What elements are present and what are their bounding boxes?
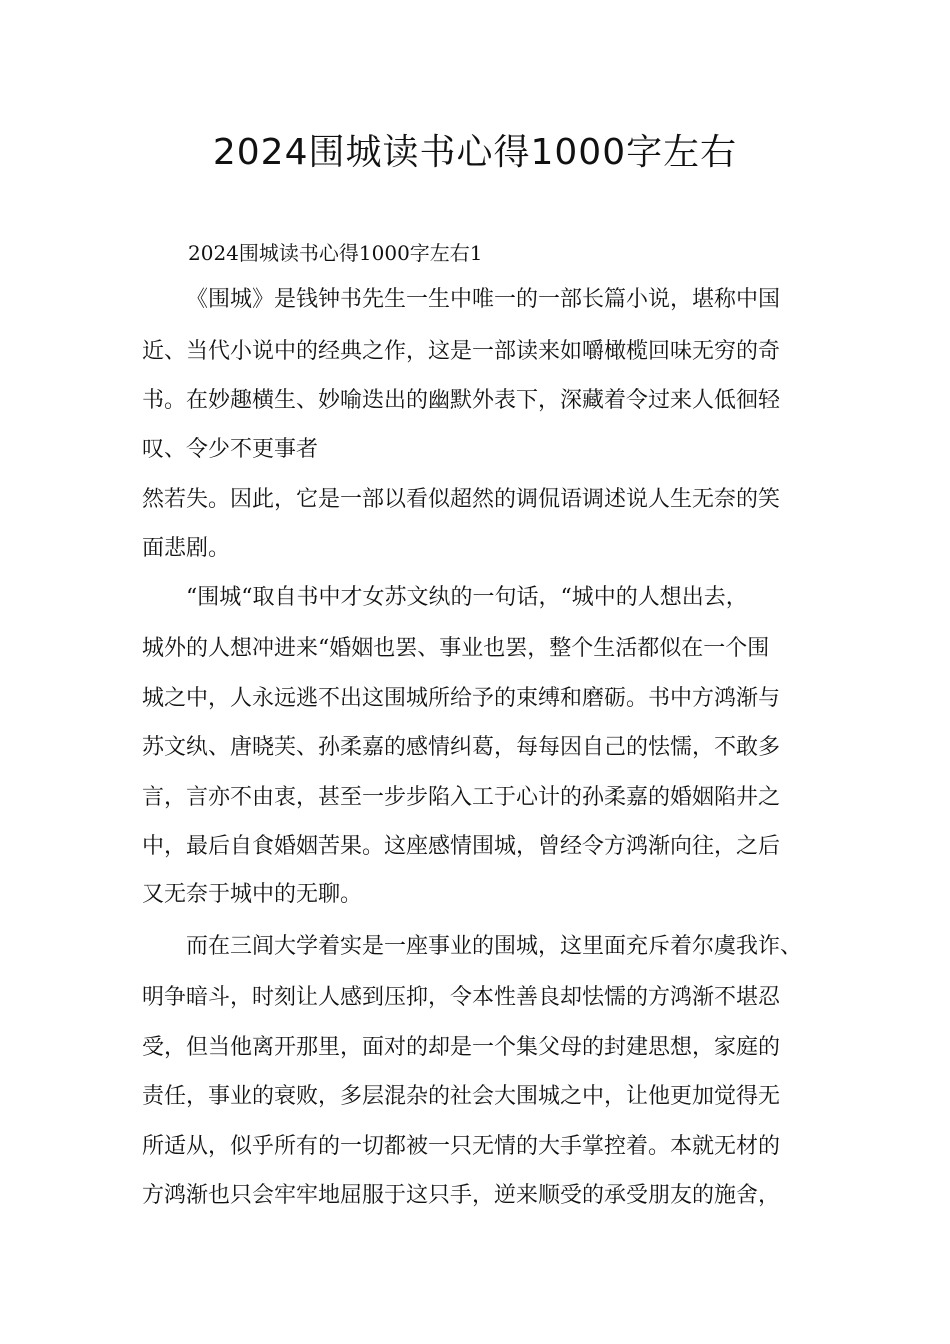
paragraph-line: 城外的人想冲进来“婚姻也罢、事业也罢，整个生活都似在一个围 [142,636,770,661]
paragraph-line: 城之中，人永远逃不出这围城所给予的束缚和磨砺。书中方鸿渐与 [142,686,781,711]
paragraph-line: 所适从，似乎所有的一切都被一只无情的大手掌控着。本就无材的 [142,1134,781,1159]
section-heading: 2024围城读书心得1000字左右1 [188,241,483,265]
paragraph-line: 受，但当他离开那里，面对的却是一个集父母的封建思想，家庭的 [142,1035,781,1060]
paragraph-line: 《围城》是钱钟书先生一生中唯一的一部长篇小说，堪称中国 [186,287,781,312]
paragraph-line: 责任，事业的衰败，多层混杂的社会大围城之中，让他更加觉得无 [142,1084,781,1109]
paragraph-line: 中，最后自食婚姻苦果。这座感情围城，曾经令方鸿渐向往，之后 [142,834,781,859]
paragraph-line: 苏文纨、唐晓芙、孙柔嘉的感情纠葛，每每因自己的怯懦，不敢多 [142,735,781,760]
paragraph-line: 方鸿渐也只会牢牢地屈服于这只手，逆来顺受的承受朋友的施舍， [142,1183,781,1208]
paragraph-line: 面悲剧。 [142,536,231,561]
paragraph-line: “围城“取自书中才女苏文纨的一句话，“城中的人想出去， [186,585,748,610]
paragraph-line: 叹、令少不更事者 [142,437,319,462]
paragraph-line: 言，言亦不由衷，甚至一步步陷入工于心计的孙柔嘉的婚姻陷井之 [142,785,781,810]
paragraph-line: 近、当代小说中的经典之作，这是一部读来如嚼橄榄回味无穷的奇 [142,339,781,364]
paragraph-line: 而在三闾大学着实是一座事业的围城，这里面充斥着尔虞我诈、 [186,934,803,959]
document-title: 2024围城读书心得1000字左右 [212,132,738,173]
paragraph-line: 然若失。因此，它是一部以看似超然的调侃语调述说人生无奈的笑 [142,487,781,512]
paragraph-line: 又无奈于城中的无聊。 [142,882,363,907]
paragraph-line: 明争暗斗，时刻让人感到压抑，令本性善良却怯懦的方鸿渐不堪忍 [142,985,781,1010]
paragraph-line: 书。在妙趣横生、妙喻迭出的幽默外表下，深藏着令过来人低徊轻 [142,388,781,413]
